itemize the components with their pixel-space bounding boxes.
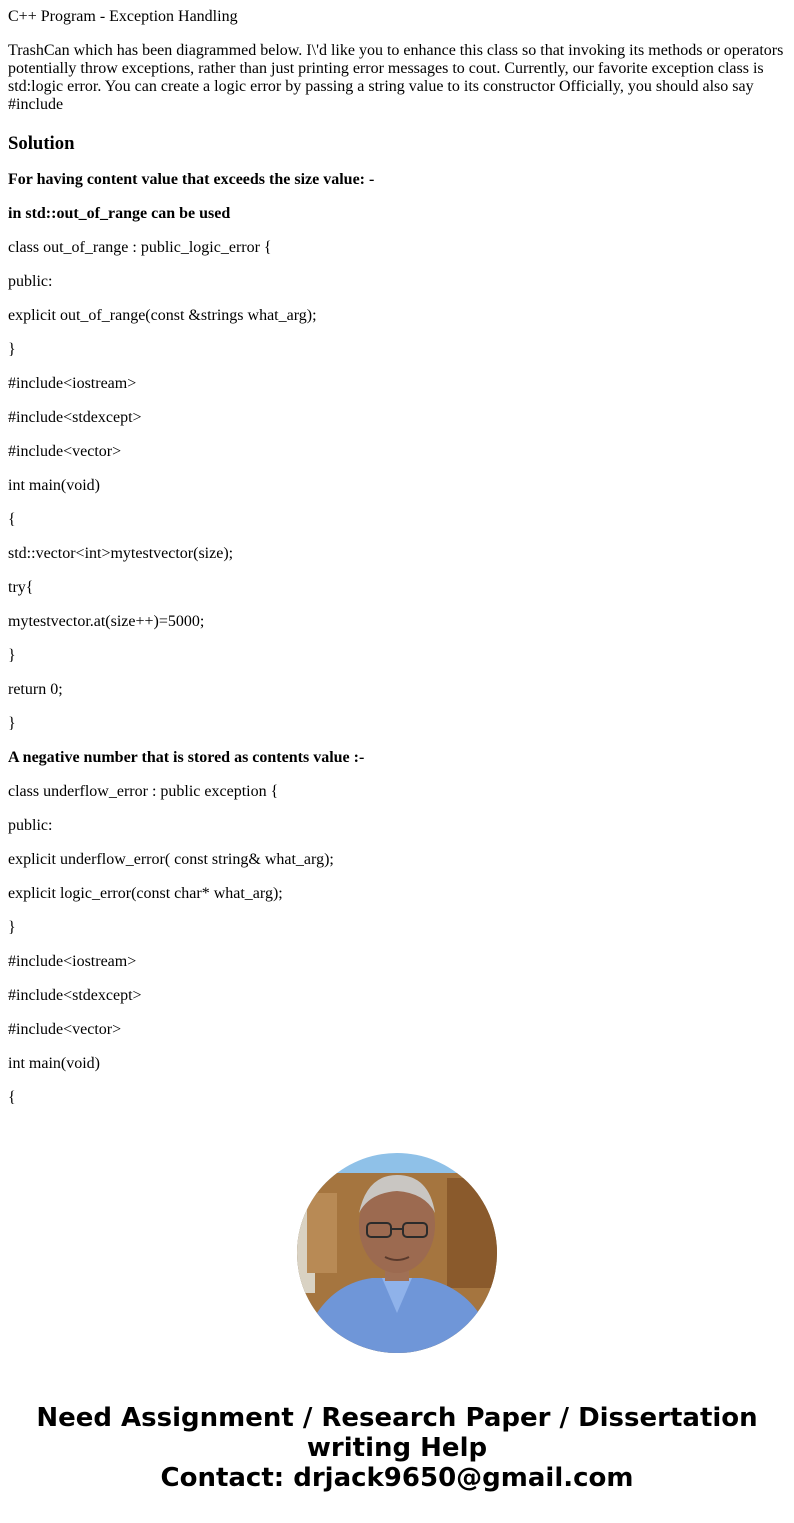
code-line: #include<stdexcept>: [8, 987, 142, 1004]
promo-line-1: Need Assignment / Research Paper / Dissertation: [36, 1403, 758, 1433]
code-line: explicit logic_error(const char* what_arg);: [8, 885, 283, 902]
code-line: explicit underflow_error( const string& what_arg);: [8, 851, 334, 868]
promo-banner: [0, 1403, 794, 1493]
solution-body: [8, 171, 786, 1107]
promo-contact: Contact: drjack9650@gmail.com: [160, 1463, 634, 1493]
solution-subheading: in std::out_of_range can be used: [8, 205, 231, 222]
code-line: mytestvector.at(size++)=5000;: [8, 613, 205, 630]
code-line: class out_of_range : public_logic_error {: [8, 239, 272, 256]
portrait-photo: [297, 1153, 497, 1353]
document: [8, 8, 786, 1123]
code-line: #include<vector>: [8, 1021, 122, 1038]
code-line: public:: [8, 817, 53, 834]
code-line: int main(void): [8, 477, 100, 494]
document-title: C++ Program - Exception Handling: [8, 8, 238, 25]
question-text: TrashCan which has been diagrammed below. I\'d like you to enhance this class so that invoking its methods or operators potentially throw exceptions, rather than just printing error messages to cout. Currently, our favorite exception class is std:logic error. You can create a logic error by passing a string value to its constructor Officially, you should also say #include: [8, 42, 784, 113]
promo-line-2: writing Help: [306, 1433, 488, 1463]
code-line: std::vector<int>mytestvector(size);: [8, 545, 234, 562]
code-line: class underflow_error : public exception {: [8, 783, 279, 800]
solution-subheading: A negative number that is stored as contents value :-: [8, 749, 365, 766]
code-line: }: [8, 341, 16, 358]
code-line: return 0;: [8, 681, 63, 698]
code-line: {: [8, 511, 16, 528]
code-line: }: [8, 647, 16, 664]
code-line: }: [8, 715, 16, 732]
code-line: #include<iostream>: [8, 953, 137, 970]
code-line: }: [8, 919, 16, 936]
code-line: int main(void): [8, 1055, 100, 1072]
code-line: #include<vector>: [8, 443, 122, 460]
solution-heading: Solution: [8, 133, 75, 154]
author-avatar: [297, 1153, 497, 1353]
code-line: public:: [8, 273, 53, 290]
solution-subheading: For having content value that exceeds the size value: -: [8, 171, 375, 188]
code-line: {: [8, 1089, 16, 1106]
code-line: explicit out_of_range(const &strings what_arg);: [8, 307, 317, 324]
code-line: #include<iostream>: [8, 375, 137, 392]
code-line: #include<stdexcept>: [8, 409, 142, 426]
code-line: try{: [8, 579, 34, 596]
